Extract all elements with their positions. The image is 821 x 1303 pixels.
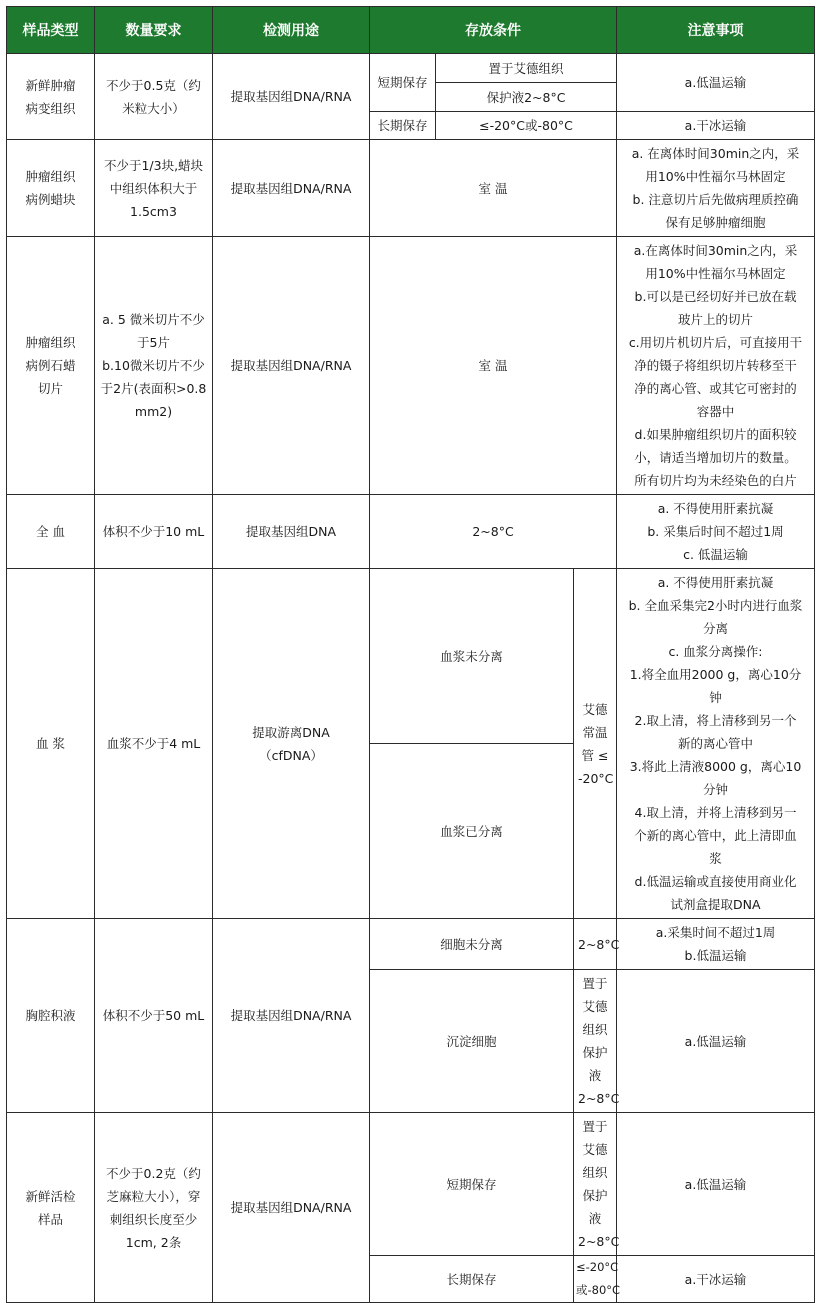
header-sample-type: 样品类型 bbox=[7, 7, 95, 54]
quantity-cell: 血浆不少于4 mL bbox=[95, 569, 213, 919]
sample-type-cell: 肿瘤组织 病例蜡块 bbox=[7, 140, 95, 237]
notes-cell: a.干冰运输 bbox=[617, 112, 815, 140]
condition-cell: 血浆未分离 bbox=[370, 569, 574, 744]
storage-cell: 保护液2~8°C bbox=[436, 83, 617, 112]
quantity-cell: a. 5 微米切片不少 于5片 b.10微米切片不少 于2片(表面积>0.8 mm2) bbox=[95, 237, 213, 495]
table-row bbox=[7, 495, 815, 569]
storage-cell: 2~8°C bbox=[574, 919, 617, 970]
quantity-cell: 体积不少于50 mL bbox=[95, 919, 213, 1113]
storage-cell: 置于艾德组织 bbox=[436, 54, 617, 83]
table-row bbox=[7, 54, 815, 83]
storage-cell: 室 温 bbox=[370, 140, 617, 237]
notes-cell: a.采集时间不超过1周 b.低温运输 bbox=[617, 919, 815, 970]
notes-cell: a. 不得使用肝素抗凝 b. 采集后时间不超过1周 c. 低温运输 bbox=[617, 495, 815, 569]
quantity-cell: 不少于1/3块,蜡块 中组织体积大于 1.5cm3 bbox=[95, 140, 213, 237]
table-row bbox=[7, 140, 815, 237]
header-notes: 注意事项 bbox=[617, 7, 815, 54]
condition-cell: 沉淀细胞 bbox=[370, 970, 574, 1113]
sample-type-cell: 胸腔积液 bbox=[7, 919, 95, 1113]
quantity-cell: 体积不少于10 mL bbox=[95, 495, 213, 569]
purpose-cell: 提取基因组DNA/RNA bbox=[213, 54, 370, 140]
storage-cell: 置于艾德组织 保护液2~8°C bbox=[574, 1113, 617, 1256]
notes-cell: a.在离体时间30min之内，采 用10%中性福尔马林固定 b.可以是已经切好并已放在载 玻片上的切片 c.用切片机切片后，可直接用干 净的镊子将组织切片转移至干 净的离心管、或其它可密封的 容器中 d.如果肿瘤组织切片的面积较 小，请适当增加切片的数量。 所有切片均为未经染色的白片 bbox=[617, 237, 815, 495]
storage-cell: 室 温 bbox=[370, 237, 617, 495]
storage-label-cell: 长期保存 bbox=[370, 112, 436, 140]
storage-cell: ≤-20°C或-80°C bbox=[436, 112, 617, 140]
quantity-cell: 不少于0.5克（约 米粒大小） bbox=[95, 54, 213, 140]
notes-cell: a. 不得使用肝素抗凝 b. 全血采集完2小时内进行血浆 分离 c. 血浆分离操作: 1.将全血用2000 g，离心10分 钟 2.取上清，将上清移到另一个 新的离心管中 3.将此上清液8000 g，离心10 分钟 4.取上清，并将上清移到另一 个新的离心管中，此上清即血 浆 d.低温运输或直接使用商业化 试剂盒提取DNA bbox=[617, 569, 815, 919]
storage-cell: 2~8°C bbox=[370, 495, 617, 569]
sample-type-cell: 新鲜活检 样品 bbox=[7, 1113, 95, 1303]
storage-cell: 艾德常温管 ≤ -20°C bbox=[574, 569, 617, 919]
condition-cell: 细胞未分离 bbox=[370, 919, 574, 970]
sample-type-cell: 新鲜肿瘤 病变组织 bbox=[7, 54, 95, 140]
condition-cell: 血浆已分离 bbox=[370, 744, 574, 919]
storage-label-cell: 短期保存 bbox=[370, 54, 436, 112]
header-storage: 存放条件 bbox=[370, 7, 617, 54]
quantity-cell: 不少于0.2克（约 芝麻粒大小），穿 刺组织长度至少 1cm, 2条 bbox=[95, 1113, 213, 1303]
table-row bbox=[7, 569, 815, 744]
storage-label-cell: 长期保存 bbox=[370, 1256, 574, 1303]
storage-cell: 置于艾德组织 保护液2~8°C bbox=[574, 970, 617, 1113]
sample-type-cell: 全 血 bbox=[7, 495, 95, 569]
header-purpose: 检测用途 bbox=[213, 7, 370, 54]
sample-type-cell: 肿瘤组织 病例石蜡 切片 bbox=[7, 237, 95, 495]
storage-label-cell: 短期保存 bbox=[370, 1113, 574, 1256]
purpose-cell: 提取基因组DNA/RNA bbox=[213, 919, 370, 1113]
sample-requirements-table bbox=[6, 6, 815, 1303]
notes-cell: a. 在离体时间30min之内，采 用10%中性福尔马林固定 b. 注意切片后先做病理质控确 保有足够肿瘤细胞 bbox=[617, 140, 815, 237]
purpose-cell: 提取基因组DNA/RNA bbox=[213, 1113, 370, 1303]
purpose-cell: 提取基因组DNA bbox=[213, 495, 370, 569]
storage-cell: ≤-20°C或-80°C bbox=[574, 1256, 617, 1303]
notes-cell: a.低温运输 bbox=[617, 1113, 815, 1256]
purpose-cell: 提取基因组DNA/RNA bbox=[213, 140, 370, 237]
header-quantity: 数量要求 bbox=[95, 7, 213, 54]
purpose-cell: 提取基因组DNA/RNA bbox=[213, 237, 370, 495]
purpose-cell: 提取游离DNA （cfDNA） bbox=[213, 569, 370, 919]
notes-cell: a.干冰运输 bbox=[617, 1256, 815, 1303]
table-row bbox=[7, 1113, 815, 1256]
table-row bbox=[7, 919, 815, 970]
table-row bbox=[7, 237, 815, 495]
sample-type-cell: 血 浆 bbox=[7, 569, 95, 919]
notes-cell: a.低温运输 bbox=[617, 54, 815, 112]
header-row bbox=[7, 7, 815, 54]
notes-cell: a.低温运输 bbox=[617, 970, 815, 1113]
